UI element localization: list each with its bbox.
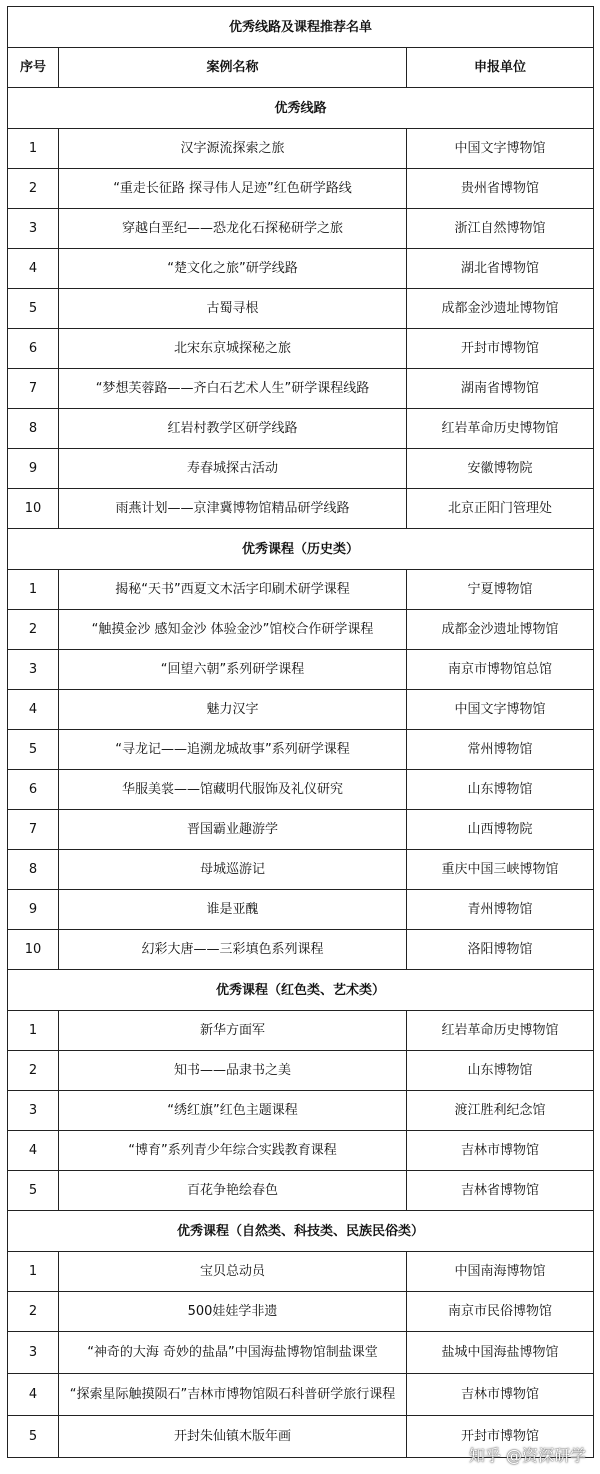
reporting-unit: 吉林省博物馆 bbox=[407, 1171, 594, 1211]
header-unit: 申报单位 bbox=[407, 48, 594, 88]
case-name: 宝贝总动员 bbox=[59, 1252, 407, 1292]
table-row bbox=[8, 730, 594, 770]
reporting-unit: 中国南海博物馆 bbox=[407, 1252, 594, 1292]
case-name: “楚文化之旅”研学线路 bbox=[59, 249, 407, 289]
reporting-unit: 成都金沙遗址博物馆 bbox=[407, 289, 594, 329]
row-number: 8 bbox=[8, 409, 59, 449]
case-name: 揭秘“天书”西夏文木活字印刷术研学课程 bbox=[59, 570, 407, 610]
section-title: 优秀课程（红色类、艺术类） bbox=[8, 970, 594, 1011]
row-number: 2 bbox=[8, 1292, 59, 1332]
row-number: 7 bbox=[8, 810, 59, 850]
table-row bbox=[8, 930, 594, 970]
reporting-unit: 成都金沙遗址博物馆 bbox=[407, 610, 594, 650]
case-name: 开封朱仙镇木版年画 bbox=[59, 1416, 407, 1458]
table-row bbox=[8, 449, 594, 489]
section-title: 优秀线路 bbox=[8, 88, 594, 129]
header-name: 案例名称 bbox=[59, 48, 407, 88]
reporting-unit: 宁夏博物馆 bbox=[407, 570, 594, 610]
row-number: 1 bbox=[8, 1252, 59, 1292]
table-row bbox=[8, 329, 594, 369]
reporting-unit: 红岩革命历史博物馆 bbox=[407, 1011, 594, 1051]
row-number: 6 bbox=[8, 770, 59, 810]
reporting-unit: 南京市博物馆总馆 bbox=[407, 650, 594, 690]
table-row bbox=[8, 129, 594, 169]
case-name: 新华方面军 bbox=[59, 1011, 407, 1051]
table-row bbox=[8, 1332, 594, 1374]
reporting-unit: 盐城中国海盐博物馆 bbox=[407, 1332, 594, 1374]
reporting-unit: 红岩革命历史博物馆 bbox=[407, 409, 594, 449]
table-title: 优秀线路及课程推荐名单 bbox=[8, 7, 594, 48]
row-number: 2 bbox=[8, 1051, 59, 1091]
table-row bbox=[8, 1171, 594, 1211]
row-number: 6 bbox=[8, 329, 59, 369]
case-name: 红岩村教学区研学线路 bbox=[59, 409, 407, 449]
table-header-row bbox=[8, 48, 594, 88]
case-name: 母城巡游记 bbox=[59, 850, 407, 890]
reporting-unit: 吉林市博物馆 bbox=[407, 1131, 594, 1171]
row-number: 3 bbox=[8, 1091, 59, 1131]
table-row bbox=[8, 369, 594, 409]
reporting-unit: 常州博物馆 bbox=[407, 730, 594, 770]
row-number: 4 bbox=[8, 1131, 59, 1171]
case-name: 汉字源流探索之旅 bbox=[59, 129, 407, 169]
section-title: 优秀课程（自然类、科技类、民族民俗类） bbox=[8, 1211, 594, 1252]
reporting-unit: 山西博物院 bbox=[407, 810, 594, 850]
table-row bbox=[8, 169, 594, 209]
reporting-unit: 浙江自然博物馆 bbox=[407, 209, 594, 249]
table-row bbox=[8, 249, 594, 289]
row-number: 9 bbox=[8, 890, 59, 930]
case-name: 晋国霸业趣游学 bbox=[59, 810, 407, 850]
reporting-unit: 洛阳博物馆 bbox=[407, 930, 594, 970]
reporting-unit: 开封市博物馆 bbox=[407, 1416, 594, 1458]
table-row bbox=[8, 1292, 594, 1332]
reporting-unit: 青州博物馆 bbox=[407, 890, 594, 930]
case-name: “触摸金沙 感知金沙 体验金沙”馆校合作研学课程 bbox=[59, 610, 407, 650]
reporting-unit: 中国文字博物馆 bbox=[407, 690, 594, 730]
reporting-unit: 山东博物馆 bbox=[407, 1051, 594, 1091]
table-row bbox=[8, 770, 594, 810]
table-row bbox=[8, 209, 594, 249]
row-number: 2 bbox=[8, 610, 59, 650]
section-row bbox=[8, 529, 594, 570]
table-row bbox=[8, 1011, 594, 1051]
row-number: 1 bbox=[8, 129, 59, 169]
row-number: 5 bbox=[8, 730, 59, 770]
row-number: 5 bbox=[8, 1171, 59, 1211]
case-name: “寻龙记——追溯龙城故事”系列研学课程 bbox=[59, 730, 407, 770]
reporting-unit: 湖南省博物馆 bbox=[407, 369, 594, 409]
table-row bbox=[8, 690, 594, 730]
case-name: 知书——品隶书之美 bbox=[59, 1051, 407, 1091]
row-number: 1 bbox=[8, 570, 59, 610]
table-row bbox=[8, 1091, 594, 1131]
header-no: 序号 bbox=[8, 48, 59, 88]
case-name: “博育”系列青少年综合实践教育课程 bbox=[59, 1131, 407, 1171]
reporting-unit: 重庆中国三峡博物馆 bbox=[407, 850, 594, 890]
row-number: 3 bbox=[8, 650, 59, 690]
reporting-unit: 渡江胜利纪念馆 bbox=[407, 1091, 594, 1131]
case-name: “神奇的大海 奇妙的盐晶”中国海盐博物馆制盐课堂 bbox=[59, 1332, 407, 1374]
case-name: “探索星际触摸陨石”吉林市博物馆陨石科普研学旅行课程 bbox=[59, 1374, 407, 1416]
table-row bbox=[8, 890, 594, 930]
reporting-unit: 北京正阳门管理处 bbox=[407, 489, 594, 529]
reporting-unit: 安徽博物院 bbox=[407, 449, 594, 489]
table-row bbox=[8, 850, 594, 890]
case-name: “梦想芙蓉路——齐白石艺术人生”研学课程线路 bbox=[59, 369, 407, 409]
case-name: 百花争艳绘春色 bbox=[59, 1171, 407, 1211]
case-name: “回望六朝”系列研学课程 bbox=[59, 650, 407, 690]
row-number: 4 bbox=[8, 690, 59, 730]
row-number: 3 bbox=[8, 1332, 59, 1374]
recommendation-table bbox=[7, 6, 594, 1458]
row-number: 8 bbox=[8, 850, 59, 890]
case-name: 穿越白垩纪——恐龙化石探秘研学之旅 bbox=[59, 209, 407, 249]
table-row bbox=[8, 610, 594, 650]
section-row bbox=[8, 1211, 594, 1252]
reporting-unit: 南京市民俗博物馆 bbox=[407, 1292, 594, 1332]
row-number: 10 bbox=[8, 930, 59, 970]
row-number: 7 bbox=[8, 369, 59, 409]
case-name: 雨燕计划——京津冀博物馆精品研学线路 bbox=[59, 489, 407, 529]
watermark: 知乎 @资深研学 bbox=[468, 1446, 586, 1465]
reporting-unit: 中国文字博物馆 bbox=[407, 129, 594, 169]
table-row bbox=[8, 1252, 594, 1292]
row-number: 2 bbox=[8, 169, 59, 209]
table-title-row bbox=[8, 7, 594, 48]
case-name: “绣红旗”红色主题课程 bbox=[59, 1091, 407, 1131]
reporting-unit: 吉林市博物馆 bbox=[407, 1374, 594, 1416]
case-name: 古蜀寻根 bbox=[59, 289, 407, 329]
row-number: 5 bbox=[8, 289, 59, 329]
table-row bbox=[8, 409, 594, 449]
row-number: 1 bbox=[8, 1011, 59, 1051]
reporting-unit: 贵州省博物馆 bbox=[407, 169, 594, 209]
row-number: 5 bbox=[8, 1416, 59, 1458]
reporting-unit: 湖北省博物馆 bbox=[407, 249, 594, 289]
table-row bbox=[8, 1131, 594, 1171]
reporting-unit: 山东博物馆 bbox=[407, 770, 594, 810]
table-row bbox=[8, 489, 594, 529]
row-number: 4 bbox=[8, 1374, 59, 1416]
table-row bbox=[8, 570, 594, 610]
table-row bbox=[8, 289, 594, 329]
case-name: 魅力汉字 bbox=[59, 690, 407, 730]
row-number: 4 bbox=[8, 249, 59, 289]
case-name: “重走长征路 探寻伟人足迹”红色研学路线 bbox=[59, 169, 407, 209]
row-number: 9 bbox=[8, 449, 59, 489]
section-row bbox=[8, 88, 594, 129]
case-name: 华服美裳——馆藏明代服饰及礼仪研究 bbox=[59, 770, 407, 810]
table-row bbox=[8, 810, 594, 850]
table-row bbox=[8, 1374, 594, 1416]
case-name: 寿春城探古活动 bbox=[59, 449, 407, 489]
table-row bbox=[8, 650, 594, 690]
row-number: 3 bbox=[8, 209, 59, 249]
table-row bbox=[8, 1051, 594, 1091]
case-name: 北宋东京城探秘之旅 bbox=[59, 329, 407, 369]
reporting-unit: 开封市博物馆 bbox=[407, 329, 594, 369]
case-name: 谁是亚醜 bbox=[59, 890, 407, 930]
case-name: 幻彩大唐——三彩填色系列课程 bbox=[59, 930, 407, 970]
section-row bbox=[8, 970, 594, 1011]
case-name: 500娃娃学非遗 bbox=[59, 1292, 407, 1332]
section-title: 优秀课程（历史类） bbox=[8, 529, 594, 570]
row-number: 10 bbox=[8, 489, 59, 529]
